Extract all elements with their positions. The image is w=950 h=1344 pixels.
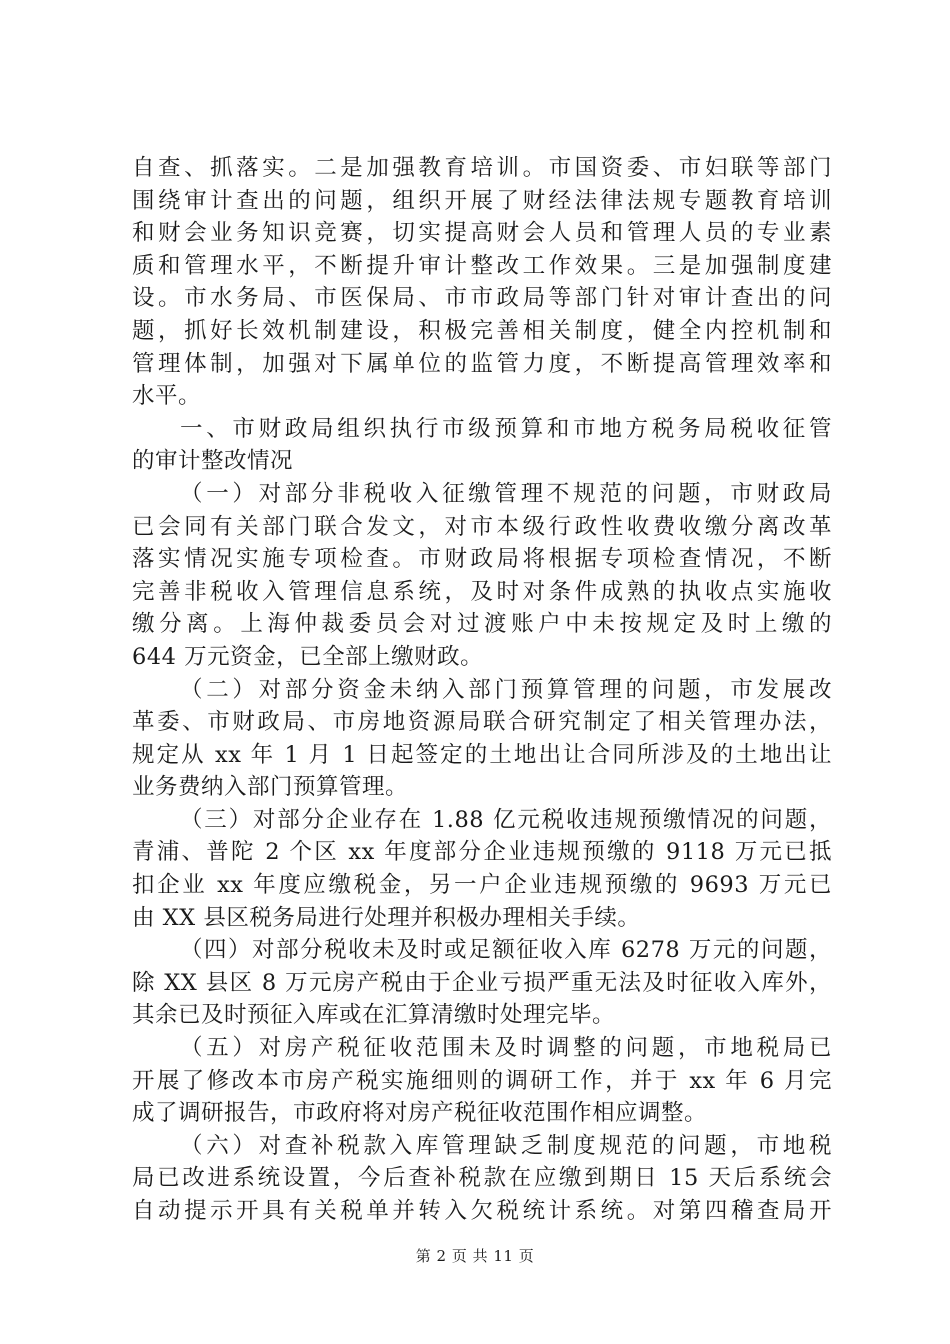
text-line: 管理体制，加强对下属单位的监管力度，不断提高管理效率和 [132, 350, 832, 377]
text-line: 完善非税收入管理信息系统，及时对条件成熟的执收点实施收 [132, 578, 832, 605]
text-line: 由 XX 县区税务局进行处理并积极办理相关手续。 [132, 904, 641, 931]
text-line: 水平。 [132, 383, 202, 410]
text-line: 的审计整改情况 [132, 448, 294, 475]
text-line: 一、市财政局组织执行市级预算和市地方税务局税收征管 [180, 415, 832, 442]
text-line: 围绕审计查出的问题，组织开展了财经法律法规专题教育培训 [132, 187, 832, 214]
text-line: （五）对房产税征收范围未及时调整的问题，市地税局已 [180, 1035, 832, 1062]
text-line: 自查、抓落实。二是加强教育培训。市国资委、市妇联等部门 [132, 155, 832, 181]
text-line: 扣企业 xx 年度应缴税金，另一户企业违规预缴的 9693 万元已 [132, 872, 832, 899]
text-line: 自动提示开具有关税单并转入欠税统计系统。对第四稽查局开 [132, 1198, 832, 1224]
text-line: 青浦、普陀 2 个区 xx 年度部分企业违规预缴的 9118 万元已抵 [132, 839, 832, 866]
text-line: 质和管理水平，不断提升审计整改工作效果。三是加强制度建 [132, 252, 832, 279]
text-line: 和财会业务知识竞赛，切实提高财会人员和管理人员的专业素 [132, 220, 832, 247]
text-line: 局已改进系统设置，今后查补税款在应缴到期日 15 天后系统会 [132, 1165, 832, 1192]
text-line: 除 XX 县区 8 万元房产税由于企业亏损严重无法及时征收入库外， [132, 969, 832, 996]
text-line: 开展了修改本市房产税实施细则的调研工作，并于 xx 年 6 月完 [132, 1067, 832, 1094]
text-line: （二）对部分资金未纳入部门预算管理的问题，市发展改 [180, 676, 832, 703]
text-line: 革委、市财政局、市房地资源局联合研究制定了相关管理办法， [132, 709, 832, 736]
text-line: （三）对部分企业存在 1.88 亿元税收违规预缴情况的问题， [180, 806, 832, 833]
text-line: 其余已及时预征入库或在汇算清缴时处理完毕。 [132, 1002, 616, 1029]
text-line: （四）对部分税收未及时或足额征收入库 6278 万元的问题， [180, 937, 832, 964]
text-line: 缴分离。上海仲裁委员会对过渡账户中未按规定及时上缴的 [132, 611, 832, 638]
text-line: 业务费纳入部门预算管理。 [132, 774, 409, 801]
text-line: 规定从 xx 年 1 月 1 日起签定的土地出让合同所涉及的土地出让 [132, 741, 832, 768]
text-line: 题，抓好长效机制建设，积极完善相关制度，健全内控机制和 [132, 317, 832, 344]
text-line: 成了调研报告，市政府将对房产税征收范围作相应调整。 [132, 1100, 708, 1127]
document-body [132, 152, 832, 1228]
text-line: 落实情况实施专项检查。市财政局将根据专项检查情况，不断 [132, 546, 832, 573]
text-line: （一）对部分非税收入征缴管理不规范的问题，市财政局 [180, 480, 832, 507]
text-line: 644 万元资金，已全部上缴财政。 [132, 643, 484, 670]
text-line: （六）对查补税款入库管理缺乏制度规范的问题，市地税 [180, 1132, 832, 1159]
page-number-footer: 第 2 页 共 11 页 [415, 1247, 535, 1265]
text-line: 设。市水务局、市医保局、市市政局等部门针对审计查出的问 [132, 285, 832, 312]
text-line: 已会同有关部门联合发文，对市本级行政性收费收缴分离改革 [132, 513, 832, 540]
